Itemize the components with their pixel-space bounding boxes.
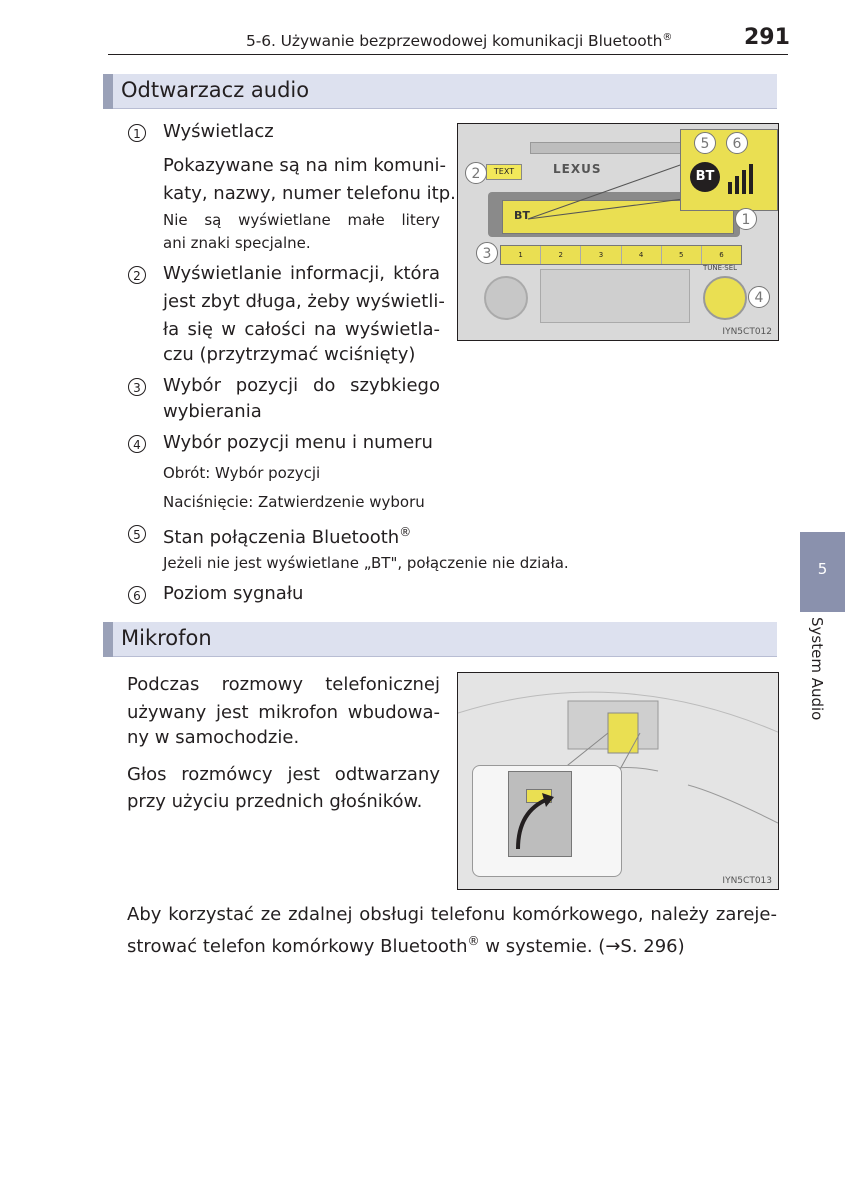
tune-label: TUNE·SEL bbox=[703, 264, 738, 272]
footer-line-1: Aby korzystać ze zdalnej obsługi telefonu komórkowego, należy zareje- bbox=[127, 904, 777, 925]
item-number-1: 1 bbox=[128, 124, 146, 142]
arrow-pointer bbox=[510, 791, 560, 851]
section-heading-mic bbox=[103, 622, 777, 657]
item-6-title: Poziom sygnału bbox=[163, 583, 304, 604]
section-title-mic: Mikrofon bbox=[121, 626, 212, 650]
display-bt-mini: BT bbox=[514, 209, 530, 222]
preset-3: 3 bbox=[581, 246, 621, 264]
callout-2: 2 bbox=[465, 162, 487, 184]
audio-unit-illustration bbox=[457, 123, 779, 341]
text-button: TEXT bbox=[486, 164, 522, 180]
item-2-line-4: czu (przytrzymać wciśnięty) bbox=[163, 344, 416, 365]
item-4-title: Wybór pozycji menu i numeru bbox=[163, 432, 433, 453]
callout-6: 6 bbox=[726, 132, 748, 154]
item-2-line-2: jest zbyt długa, żeby wyświetli- bbox=[163, 291, 445, 312]
arrow-right-icon: → bbox=[605, 936, 621, 957]
item-1-note-1: Nie są wyświetlane małe litery bbox=[163, 211, 440, 229]
running-header: 5-6. Używanie bezprzewodowej komunikacji Bluetooth® bbox=[246, 32, 673, 51]
item-number-3: 3 bbox=[128, 378, 146, 396]
mic-p1-line-2: używany jest mikrofon wbudowa- bbox=[127, 702, 440, 723]
chapter-label: System Audio bbox=[808, 617, 826, 721]
preset-6: 6 bbox=[719, 251, 724, 259]
footer-line-2: strować telefon komórkowy Bluetooth® w systemie. (→S. 296) bbox=[127, 934, 685, 957]
mic-p1-line-1: Podczas rozmowy telefonicznej bbox=[127, 674, 440, 695]
callout-5: 5 bbox=[694, 132, 716, 154]
item-1-body-1: Pokazywane są na nim komuni- bbox=[163, 155, 447, 176]
mic-p2-line-2: przy użyciu przednich głośników. bbox=[127, 791, 423, 812]
preset-2: 2 bbox=[541, 246, 581, 264]
preset-1: 1 bbox=[501, 246, 541, 264]
item-3-line-1: Wybór pozycji do szybkiego bbox=[163, 375, 440, 396]
callout-1: 1 bbox=[735, 208, 757, 230]
item-4-note-2: Naciśnięcie: Zatwierdzenie wyboru bbox=[163, 493, 425, 511]
item-5-title: Stan połączenia Bluetooth® bbox=[163, 525, 412, 548]
item-2-line-1: Wyświetlanie informacji, która bbox=[163, 263, 440, 284]
signal-bars-icon bbox=[726, 160, 760, 196]
item-5-note: Jeżeli nie jest wyświetlane „BT", połączenie nie działa. bbox=[163, 554, 569, 572]
callout-4: 4 bbox=[748, 286, 770, 308]
chapter-number: 5 bbox=[817, 560, 828, 578]
brand-logo: LEXUS bbox=[553, 162, 602, 176]
item-number-2: 2 bbox=[128, 266, 146, 284]
item-3-line-2: wybierania bbox=[163, 401, 262, 422]
item-2-line-3: ła się w całości na wyświetla- bbox=[163, 319, 440, 340]
item-1-title: Wyświetlacz bbox=[163, 121, 274, 142]
header-rule bbox=[108, 54, 788, 55]
figure-code-1: IYN5CT012 bbox=[722, 327, 772, 337]
microphone-illustration bbox=[457, 672, 779, 890]
item-4-note-1: Obrót: Wybór pozycji bbox=[163, 464, 321, 482]
section-title-audio: Odtwarzacz audio bbox=[121, 78, 310, 102]
figure-code-2: IYN5CT013 bbox=[722, 876, 772, 886]
item-number-6: 6 bbox=[128, 586, 146, 604]
callout-3: 3 bbox=[476, 242, 498, 264]
preset-4: 4 bbox=[622, 246, 662, 264]
bt-status-icon: BT bbox=[690, 162, 720, 192]
section-heading-audio bbox=[103, 74, 777, 109]
item-1-body-2: katy, nazwy, numer telefonu itp. bbox=[163, 183, 456, 204]
item-1-note-2: ani znaki specjalne. bbox=[163, 234, 311, 252]
mic-p2-line-1: Głos rozmówcy jest odtwarzany bbox=[127, 764, 440, 785]
mic-p1-line-3: ny w samochodzie. bbox=[127, 727, 300, 748]
item-number-5: 5 bbox=[128, 525, 146, 543]
preset-5: 5 bbox=[662, 246, 702, 264]
page-number: 291 bbox=[744, 25, 790, 50]
item-number-4: 4 bbox=[128, 435, 146, 453]
